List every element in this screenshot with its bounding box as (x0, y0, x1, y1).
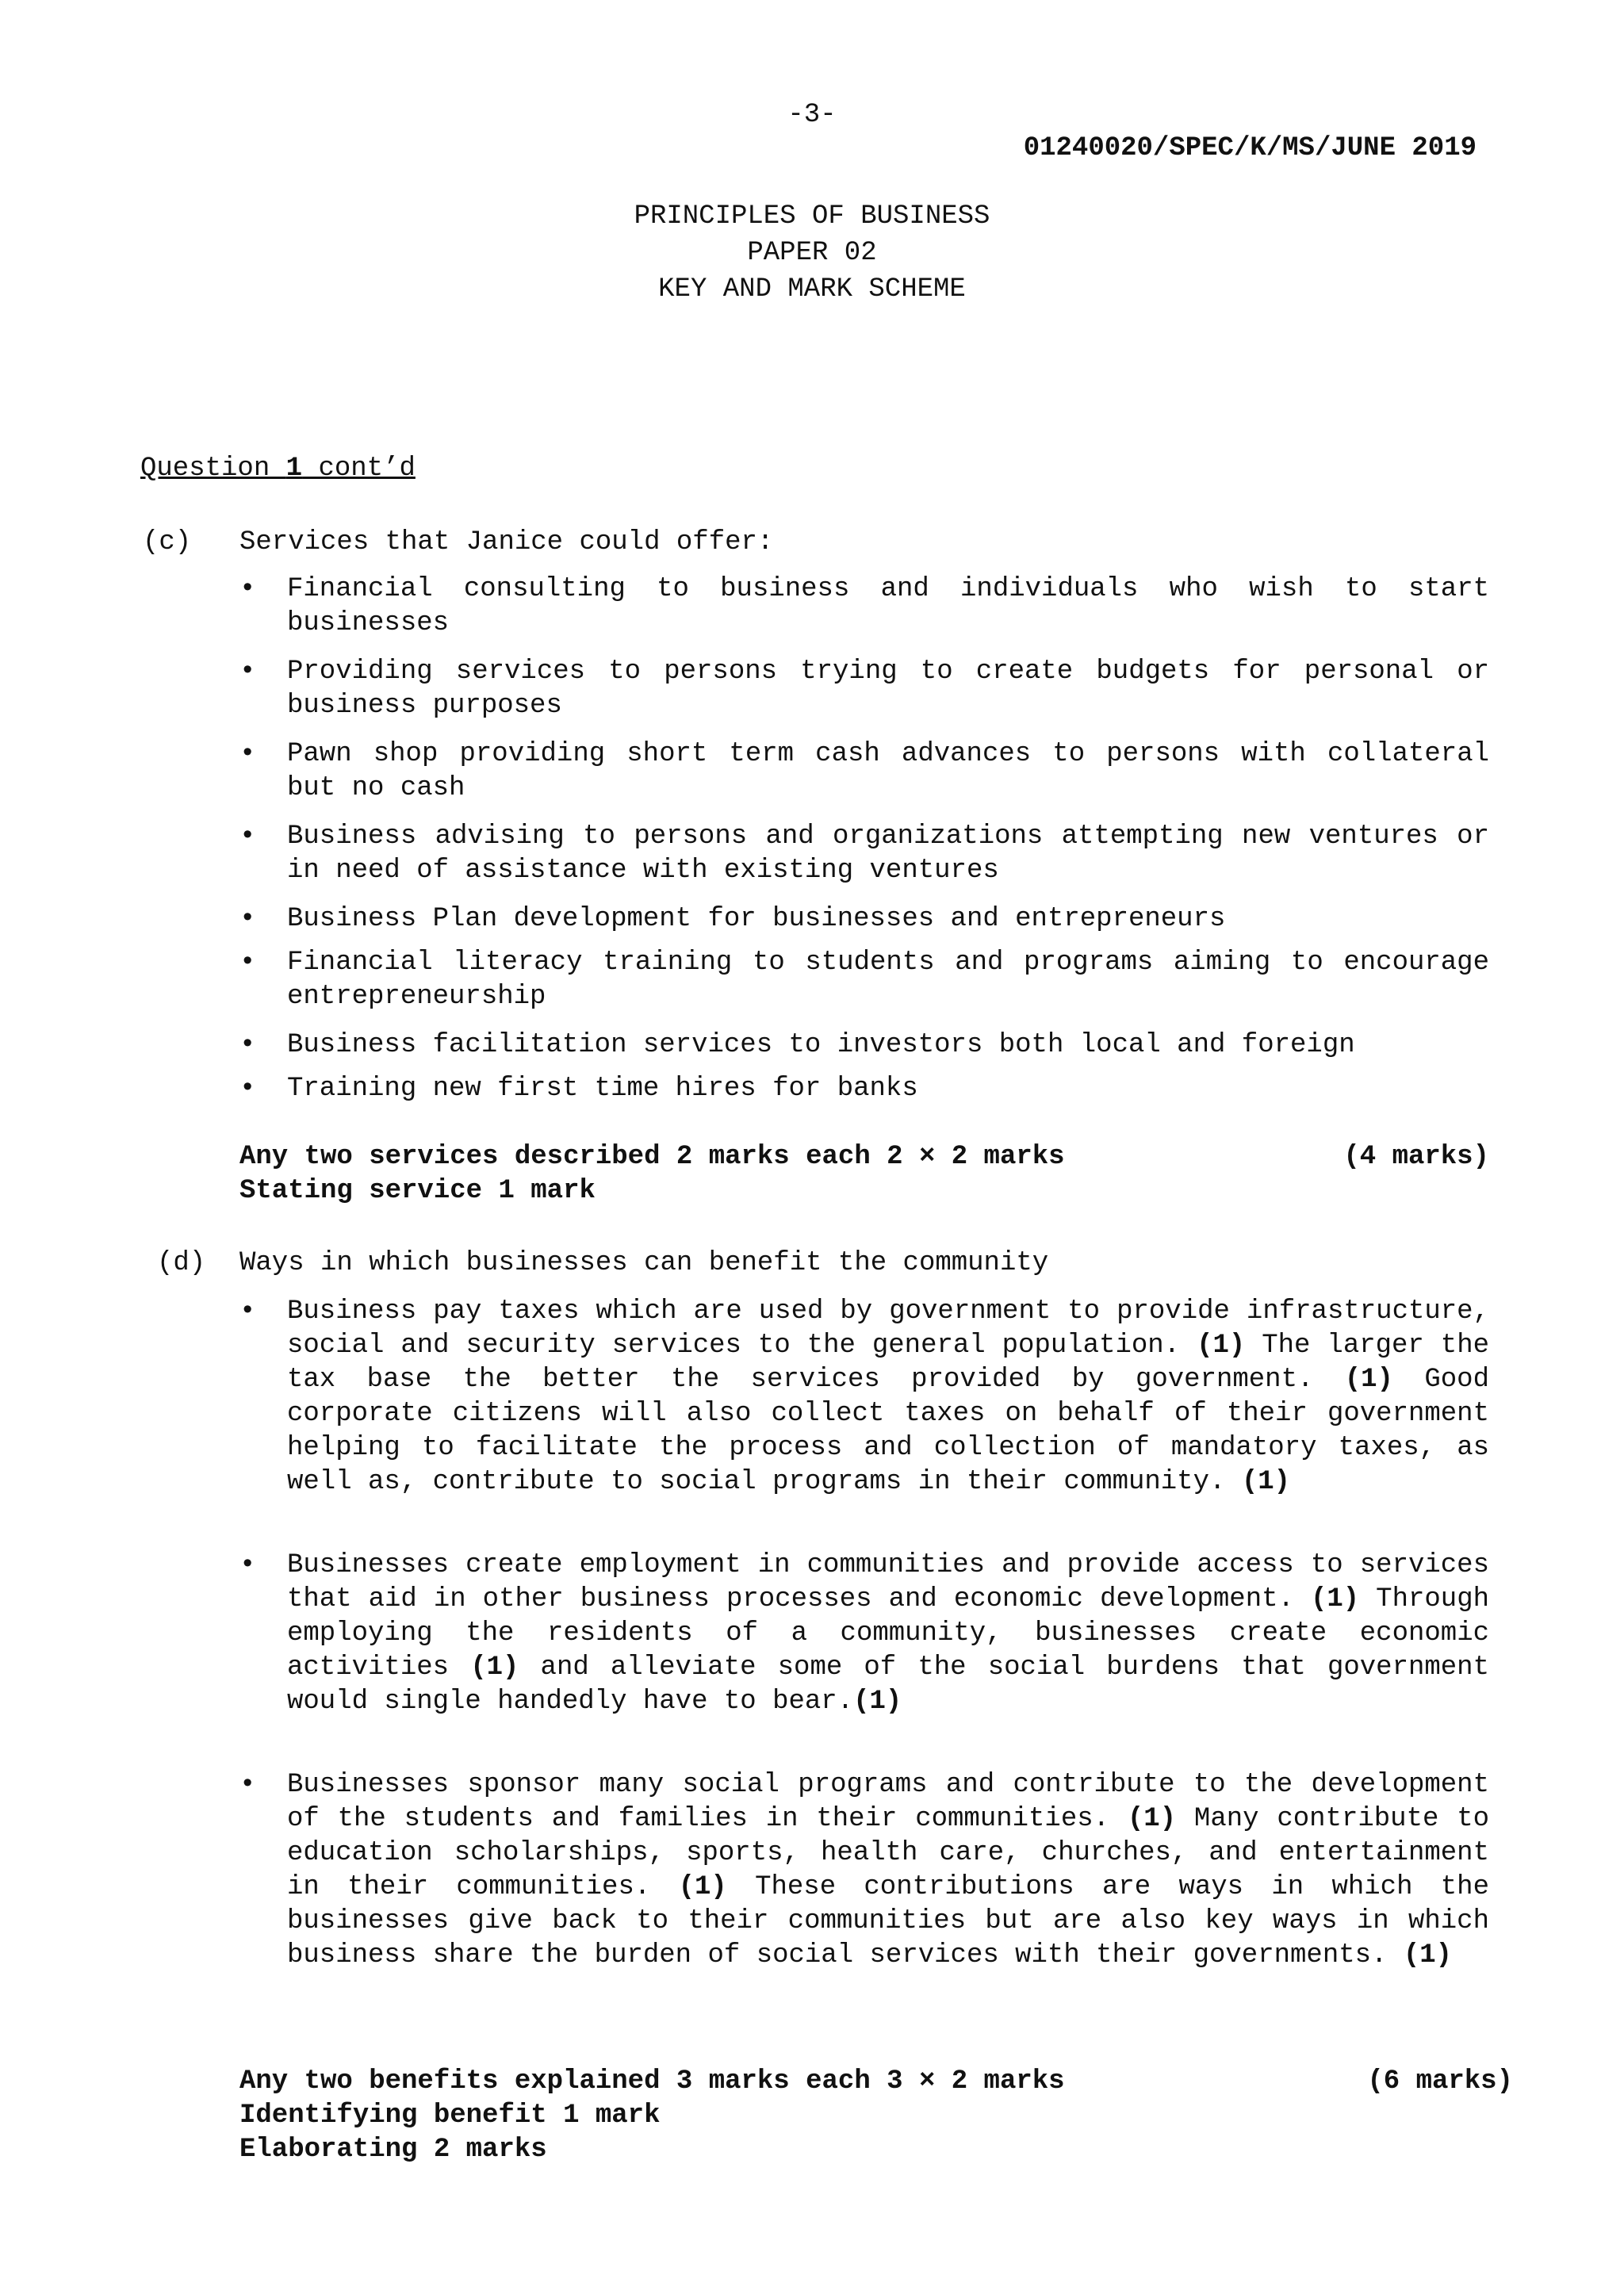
marks-line: Any two services described 2 marks each 2 × 2 marks (239, 1142, 1065, 1172)
marks-line: Elaborating 2 marks (239, 2135, 547, 2165)
list-item (239, 902, 1489, 936)
marks-total: (4 marks) (1343, 1142, 1489, 1172)
part-d-label: (d) (157, 1248, 206, 1278)
question-suffix: cont’d (302, 454, 416, 484)
bullet-icon: • (239, 821, 256, 852)
list-item-text: Financial consulting to business and individuals who wish to start businesses (287, 574, 1489, 638)
bullet-icon: • (239, 948, 256, 978)
list-item (239, 820, 1489, 888)
list-item-text: Providing services to persons trying to create budgets for personal or business purposes (287, 657, 1489, 721)
list-item (239, 946, 1489, 1014)
list-item (239, 1768, 1489, 1973)
list-item (239, 737, 1489, 806)
title-line-2: PAPER 02 (747, 238, 877, 268)
mark-indicator: (1) (1127, 1804, 1177, 1834)
list-item (239, 1028, 1489, 1063)
bullet-icon: • (239, 904, 256, 934)
part-d-intro: Ways in which businesses can benefit the community (239, 1248, 1049, 1278)
part-c-label: (c) (143, 527, 192, 557)
list-item-text: Pawn shop providing short term cash advances to persons with collateral but no cash (287, 739, 1489, 803)
question-heading (140, 452, 416, 486)
document-code: 01240020/SPEC/K/MS/JUNE 2019 (1023, 133, 1477, 163)
list-item-text: The larger the tax base the better the services provided by government. (287, 1331, 1490, 1395)
list-item-text: Many contribute to education scholarships, sports, health care, churches, and entertainment in their communities. (287, 1804, 1490, 1902)
list-item-text: Training new first time hires for banks (287, 1074, 918, 1104)
list-item-text: and alleviate some of the social burdens that government would single handedly have to bear. (287, 1653, 1489, 1717)
bullet-icon: • (239, 574, 256, 604)
part-c-marks (239, 1140, 1489, 1208)
list-item-text: Financial literacy training to students and programs aiming to encourage entrepreneurship (287, 948, 1489, 1012)
part-d-marks (239, 2065, 1513, 2167)
bullet-icon: • (239, 1550, 256, 1580)
marks-total: (6 marks) (1367, 2066, 1513, 2097)
list-item (239, 573, 1489, 641)
list-item (239, 655, 1489, 723)
page-number: -3- (787, 100, 837, 130)
part-c-list (239, 573, 1489, 1106)
marks-line: Any two benefits explained 3 marks each 3 × 2 marks (239, 2066, 1065, 2097)
list-item-text: Business Plan development for businesses and entrepreneurs (287, 904, 1226, 934)
bullet-icon: • (239, 1770, 256, 1800)
list-item (239, 1072, 1489, 1106)
list-item (239, 1295, 1489, 1499)
part-c-intro: Services that Janice could offer: (239, 527, 774, 557)
mark-indicator: (1) (678, 1872, 727, 1902)
mark-indicator: (1) (1197, 1331, 1246, 1361)
question-number: 1 (285, 454, 303, 484)
mark-indicator: (1) (1310, 1584, 1360, 1614)
mark-indicator: (1) (1403, 1940, 1453, 1970)
mark-indicator: (1) (470, 1653, 519, 1683)
bullet-icon: • (239, 657, 256, 687)
bullet-icon: • (239, 1030, 256, 1060)
marks-line: Stating service 1 mark (239, 1176, 596, 1206)
mark-indicator: (1) (853, 1687, 902, 1717)
list-item-text: Through employing the residents of a community, businesses create economic activities (287, 1584, 1489, 1683)
list-item-text: Business pay taxes which are used by government to provide infrastructure, social and security services to the general population. (287, 1296, 1489, 1361)
marks-line: Identifying benefit 1 mark (239, 2101, 661, 2131)
list-item-text: Good corporate citizens will also collect taxes on behalf of their government helping to facilitate the process and collection of mandatory taxes, as well as, contribute to social programs in their community. (287, 1365, 1489, 1497)
part-d-list (239, 1295, 1489, 1973)
question-prefix: Question (140, 454, 286, 484)
bullet-icon: • (239, 1296, 256, 1327)
list-item-text: Business facilitation services to investors both local and foreign (287, 1030, 1355, 1060)
title-line-3: KEY AND MARK SCHEME (658, 274, 966, 304)
list-item-text: Business advising to persons and organizations attempting new ventures or in need of assistance with existing ventures (287, 821, 1489, 886)
mark-indicator: (1) (1344, 1365, 1393, 1395)
list-item-text: Businesses create employment in communities and provide access to services that aid in other business processes and economic development. (287, 1550, 1489, 1614)
list-item-text: These contributions are ways in which the businesses give back to their communities but are also key ways in which business share the burden of social services with their governments. (287, 1872, 1489, 1970)
bullet-icon: • (239, 1074, 256, 1104)
list-item-text: Businesses sponsor many social programs and contribute to the development of the students and families in their communities. (287, 1770, 1489, 1834)
mark-indicator: (1) (1241, 1467, 1291, 1497)
list-item (239, 1549, 1489, 1719)
document-title (0, 198, 1624, 308)
bullet-icon: • (239, 739, 256, 769)
title-line-1: PRINCIPLES OF BUSINESS (634, 201, 990, 232)
